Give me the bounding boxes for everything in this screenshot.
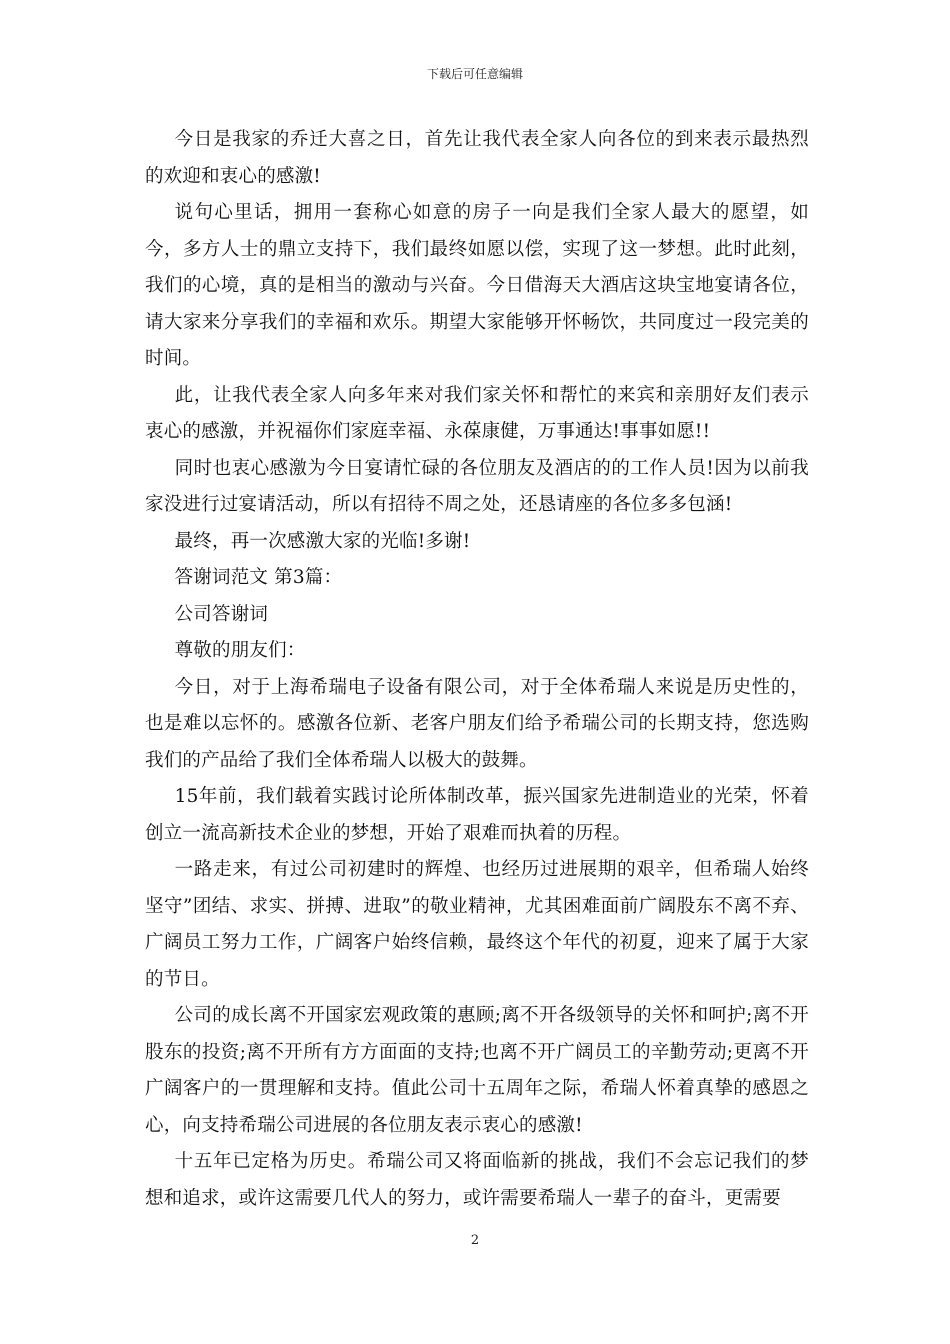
paragraph-fifteen-years-ago: 15年前，我们载着实践讨论所体制改革，振兴国家先进制造业的光荣，怀着创立一流高新技术企业的梦想，开始了艰难而执着的历程。 <box>145 786 809 844</box>
section-heading: 答谢词范文 第3篇： <box>174 567 343 588</box>
section-title: 公司答谢词 <box>174 603 269 625</box>
page-header: 下载后可任意编辑 <box>426 67 523 81</box>
paragraph-thanks-guests: 此，让我代表全家人向多年来对我们家关怀和帮忙的来宾和亲朋好友们表示衷心的感激，并祝福你们家庭幸福、永葆康健，万事通达!事事如愿!! <box>145 384 809 442</box>
paragraph-closing-thanks: 最终，再一次感激大家的光临!多谢! <box>174 530 471 552</box>
paragraph-housewarming-welcome: 今日是我家的乔迁大喜之日，首先让我代表全家人向各位的到来表示最热烈的欢迎和衷心的感激! <box>145 129 809 187</box>
page-number: 2 <box>470 1233 480 1248</box>
salutation: 尊敬的朋友们： <box>174 640 306 661</box>
paragraph-thanks-staff: 同时也衷心感激为今日宴请忙碌的各位朋友及酒店的的工作人员!因为以前我家没进行过宴请活动，所以有招待不周之处，还恳请座的各位多多包涵! <box>145 457 809 515</box>
paragraph-future: 十五年已定格为历史。希瑞公司又将面临新的挑战，我们不会忘记我们的梦想和追求，或许这需要几代人的努力，或许需要希瑞人一辈子的奋斗，更需要 <box>145 1151 809 1209</box>
paragraph-company-history: 今日，对于上海希瑞电子设备有限公司，对于全体希瑞人来说是历史性的，也是难以忘怀的。感激各位新、老客户朋友们给予希瑞公司的长期支持，您选购我们的产品给了我们全体希瑞人以极大的鼓舞。 <box>145 676 809 771</box>
paragraph-gratitude: 公司的成长离不开国家宏观政策的惠顾;离不开各级领导的关怀和呵护;离不开股东的投资;离不开所有方方面面的支持;也离不开广阔员工的辛勤劳动;更离不开广阔客户的一贯理解和支持。值此公司十五周年之际，希瑞人怀着真挚的感恩之心，向支持希瑞公司进展的各位朋友表示衷心的感激! <box>145 1005 809 1136</box>
document-body <box>145 122 809 1217</box>
paragraph-new-home-dream: 说句心里话，拥用一套称心如意的房子一向是我们全家人最大的愿望，如今，多方人士的鼎立支持下，我们最终如愿以偿，实现了这一梦想。此时此刻，我们的心境，真的是相当的激动与兴奋。今日借海天大酒店这块宝地宴请各位，请大家来分享我们的幸福和欢乐。期望大家能够开怀畅饮，共同度过一段完美的时间。 <box>145 202 809 369</box>
paragraph-journey: 一路走来，有过公司初建时的辉煌、也经历过进展期的艰辛，但希瑞人始终坚守”团结、求实、拼搏、进取”的敬业精神，尤其困难面前广阔股东不离不弃、广阔员工努力工作，广阔客户始终信赖，最终这个年代的初夏，迎来了属于大家的节日。 <box>145 859 809 990</box>
